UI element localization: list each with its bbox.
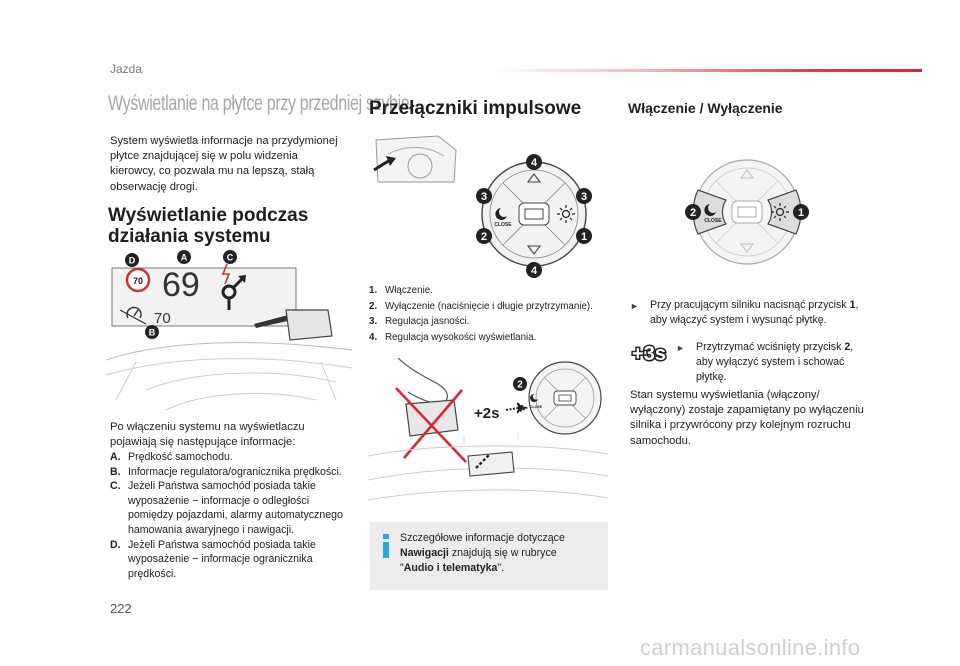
badge-3-right xyxy=(576,188,592,204)
badge-a xyxy=(177,250,191,264)
list-item: 3. Regulacja jasności. xyxy=(369,316,470,328)
list-item: C. Jeżeli Państwa samochód posiada takie wyposażenie − informacje o odległości pomiędzy pojazdami, alarmy automatycznego hamowania awaryjnego i nawigacji. xyxy=(110,480,343,536)
bullet-arrow-icon: ► xyxy=(630,301,639,311)
badge-4-top xyxy=(526,154,542,170)
svg-text:2: 2 xyxy=(480,231,488,243)
svg-text:2: 2 xyxy=(517,379,523,391)
badge-1 xyxy=(576,228,592,244)
svg-text:CLOSE: CLOSE xyxy=(529,405,543,409)
badge-3-left xyxy=(476,188,492,204)
bullet-hold-off: ► Przytrzymać wciśnięty przycisk 2, aby wyłączyć system i schować płytkę. xyxy=(676,341,854,383)
speed-limit-value: 70 xyxy=(132,276,144,286)
list-item: 4. Regulacja wysokości wyświetlania. xyxy=(369,331,537,343)
switch-pad-illustration xyxy=(473,152,595,280)
vehicle-speed: 69 xyxy=(162,266,200,304)
memory-text: Stan systemu wyświetlania (włączony/ wyłączony) zostaje zapamiętany po wyłączeniu silnika i przywrócony przy kolejnym rozruchu samochodu. xyxy=(630,389,864,447)
hud-display-illustration xyxy=(106,250,352,412)
on-off-heading: Włączenie / Wyłączenie xyxy=(628,100,783,116)
page-number: 222 xyxy=(110,601,132,616)
badge-c xyxy=(223,250,237,264)
switches-list xyxy=(369,283,614,345)
badge-b xyxy=(145,325,159,339)
badge-d xyxy=(125,253,139,267)
press-duration: +2s xyxy=(474,405,500,422)
info-text: Szczegółowe informacje dotyczące Nawigacji znajdują się w rubryce "Audio i telematyka". xyxy=(400,532,565,574)
list-item: D. Jeżeli Państwa samochód posiada takie wyposażenie − informacje ogranicznika prędkości. xyxy=(110,538,316,580)
press-arrow-icon xyxy=(506,404,526,412)
badge-2-press xyxy=(513,377,527,391)
display-info-intro: Po włączeniu systemu na wyświetlaczu pojawiają się następujące informacje: xyxy=(110,421,305,449)
badge-1 xyxy=(793,204,809,220)
badge-2 xyxy=(476,228,492,244)
svg-text:B: B xyxy=(148,327,156,338)
list-item: 2. Wyłączenie (naciśnięcie i długie przytrzymanie). xyxy=(369,300,593,312)
info-box xyxy=(370,522,608,590)
watermark: carmanualsonline.info xyxy=(640,635,861,660)
close-label: CLOSE xyxy=(494,222,512,228)
bullet-arrow-icon: ► xyxy=(676,343,685,353)
press-hold-illustration xyxy=(368,358,608,518)
svg-text:1: 1 xyxy=(797,207,805,219)
svg-text:4: 4 xyxy=(530,265,538,277)
header-rule xyxy=(490,69,922,72)
svg-text:+3s: +3s xyxy=(632,343,666,365)
switches-heading: Przełączniki impulsowe xyxy=(369,98,582,119)
svg-text:4: 4 xyxy=(530,157,538,169)
list-item: A. Prędkość samochodu. xyxy=(110,451,233,463)
display-heading: Wyświetlanie podczas działania systemu xyxy=(108,205,309,247)
badge-2 xyxy=(685,204,701,220)
hold-3s-icon xyxy=(628,340,670,366)
display-info-list xyxy=(110,450,356,581)
svg-text:C: C xyxy=(226,252,234,263)
dashboard-location-illustration xyxy=(368,130,460,186)
badge-4-bottom xyxy=(526,262,542,278)
svg-text:3: 3 xyxy=(480,191,488,203)
intro-text: System wyświetla informacje na przydymionej płytce znajdującej się w polu widzenia kierowcy, co pozwala mu na lepszą, stałą obserwację drogi. xyxy=(110,135,338,193)
svg-text:D: D xyxy=(128,255,136,266)
section-tag: Jazda xyxy=(110,62,143,76)
svg-text:CLOSE: CLOSE xyxy=(704,218,722,224)
on-off-pad-illustration xyxy=(682,158,812,268)
main-title: Wyświetlanie na płytce przy przedniej szybie xyxy=(108,92,410,115)
cruise-value: 70 xyxy=(154,310,171,327)
info-icon xyxy=(380,534,392,558)
svg-text:A: A xyxy=(180,252,188,263)
bullet-press-on: ► Przy pracującym silniku nacisnąć przycisk 1, aby włączyć system i wysunąć płytkę. xyxy=(630,299,859,326)
list-item: 1. Włączenie. xyxy=(369,285,433,296)
svg-text:2: 2 xyxy=(689,207,697,219)
svg-text:1: 1 xyxy=(580,231,588,243)
list-item: B. Informacje regulatora/ogranicznika prędkości. xyxy=(110,465,342,478)
svg-text:3: 3 xyxy=(580,191,588,203)
